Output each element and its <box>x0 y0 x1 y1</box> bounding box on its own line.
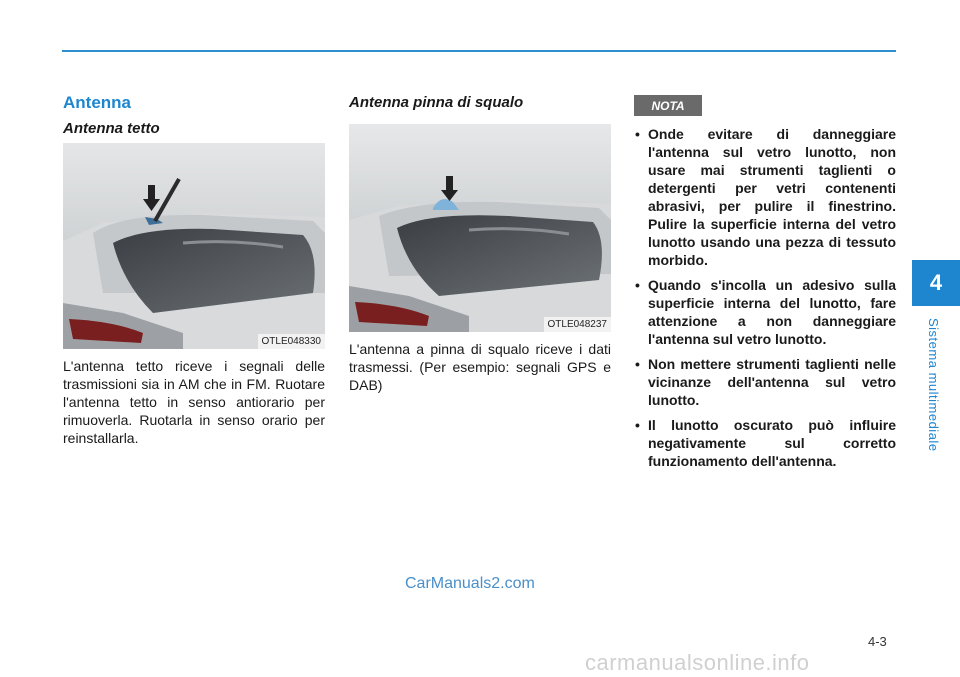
note-item: • Il lunotto oscurato può influire negativamente sul corretto funzionamento dell'antenna. <box>634 416 896 470</box>
chapter-name: Sistema multimediale <box>926 318 941 452</box>
shark-antenna-heading: Antenna pinna di squalo <box>349 94 524 111</box>
roof-antenna-heading: Antenna tetto <box>63 120 160 137</box>
shark-antenna-description: L'antenna a pinna di squalo riceve i dati trasmessi. (Per esempio: segnali GPS e DAB) <box>349 341 611 393</box>
chapter-tab[interactable] <box>912 260 960 306</box>
shark-antenna-car-illustration <box>349 124 611 332</box>
roof-antenna-description: L'antenna tetto riceve i segnali delle trasmissioni sia in AM che in FM. Ruotare l'antenna tetto in senso antiorario per rimuoverla. Ruotarla in senso orario per reinstallarla. <box>63 358 325 446</box>
note-badge: NOTA <box>634 95 702 116</box>
roof-antenna-figure-code: OTLE048330 <box>258 334 326 349</box>
section-title: Antenna <box>63 93 131 112</box>
note-item: • Non mettere strumenti taglienti nelle vicinanze dell'antenna sul vetro lunotto. <box>634 355 896 409</box>
note-item: • Onde evitare di danneggiare l'antenna sul vetro lunotto, non usare mai strumenti taglienti o detergenti per vetri contenenti abrasivi, per pulire il finestrino. Pulire la superficie interna del vetro lunotto usando una pezza di tessuto morbido. <box>634 125 896 269</box>
roof-antenna-figure <box>63 143 325 349</box>
site-watermark[interactable]: CarManuals2.com <box>405 575 535 592</box>
note-item: • Quando s'incolla un adesivo sulla superficie interna del lunotto, fare attenzione a non danneggiare l'antenna sul vetro lunotto. <box>634 276 896 348</box>
note-list <box>634 125 896 477</box>
roof-antenna-car-illustration <box>63 143 325 349</box>
shark-antenna-figure <box>349 124 611 332</box>
page-number: 4-3 <box>868 634 887 649</box>
footer-watermark: carmanualsonline.info <box>585 650 810 675</box>
chapter-number: 4 <box>929 270 943 295</box>
shark-antenna-figure-code: OTLE048237 <box>544 317 612 332</box>
header-rule <box>62 50 896 52</box>
